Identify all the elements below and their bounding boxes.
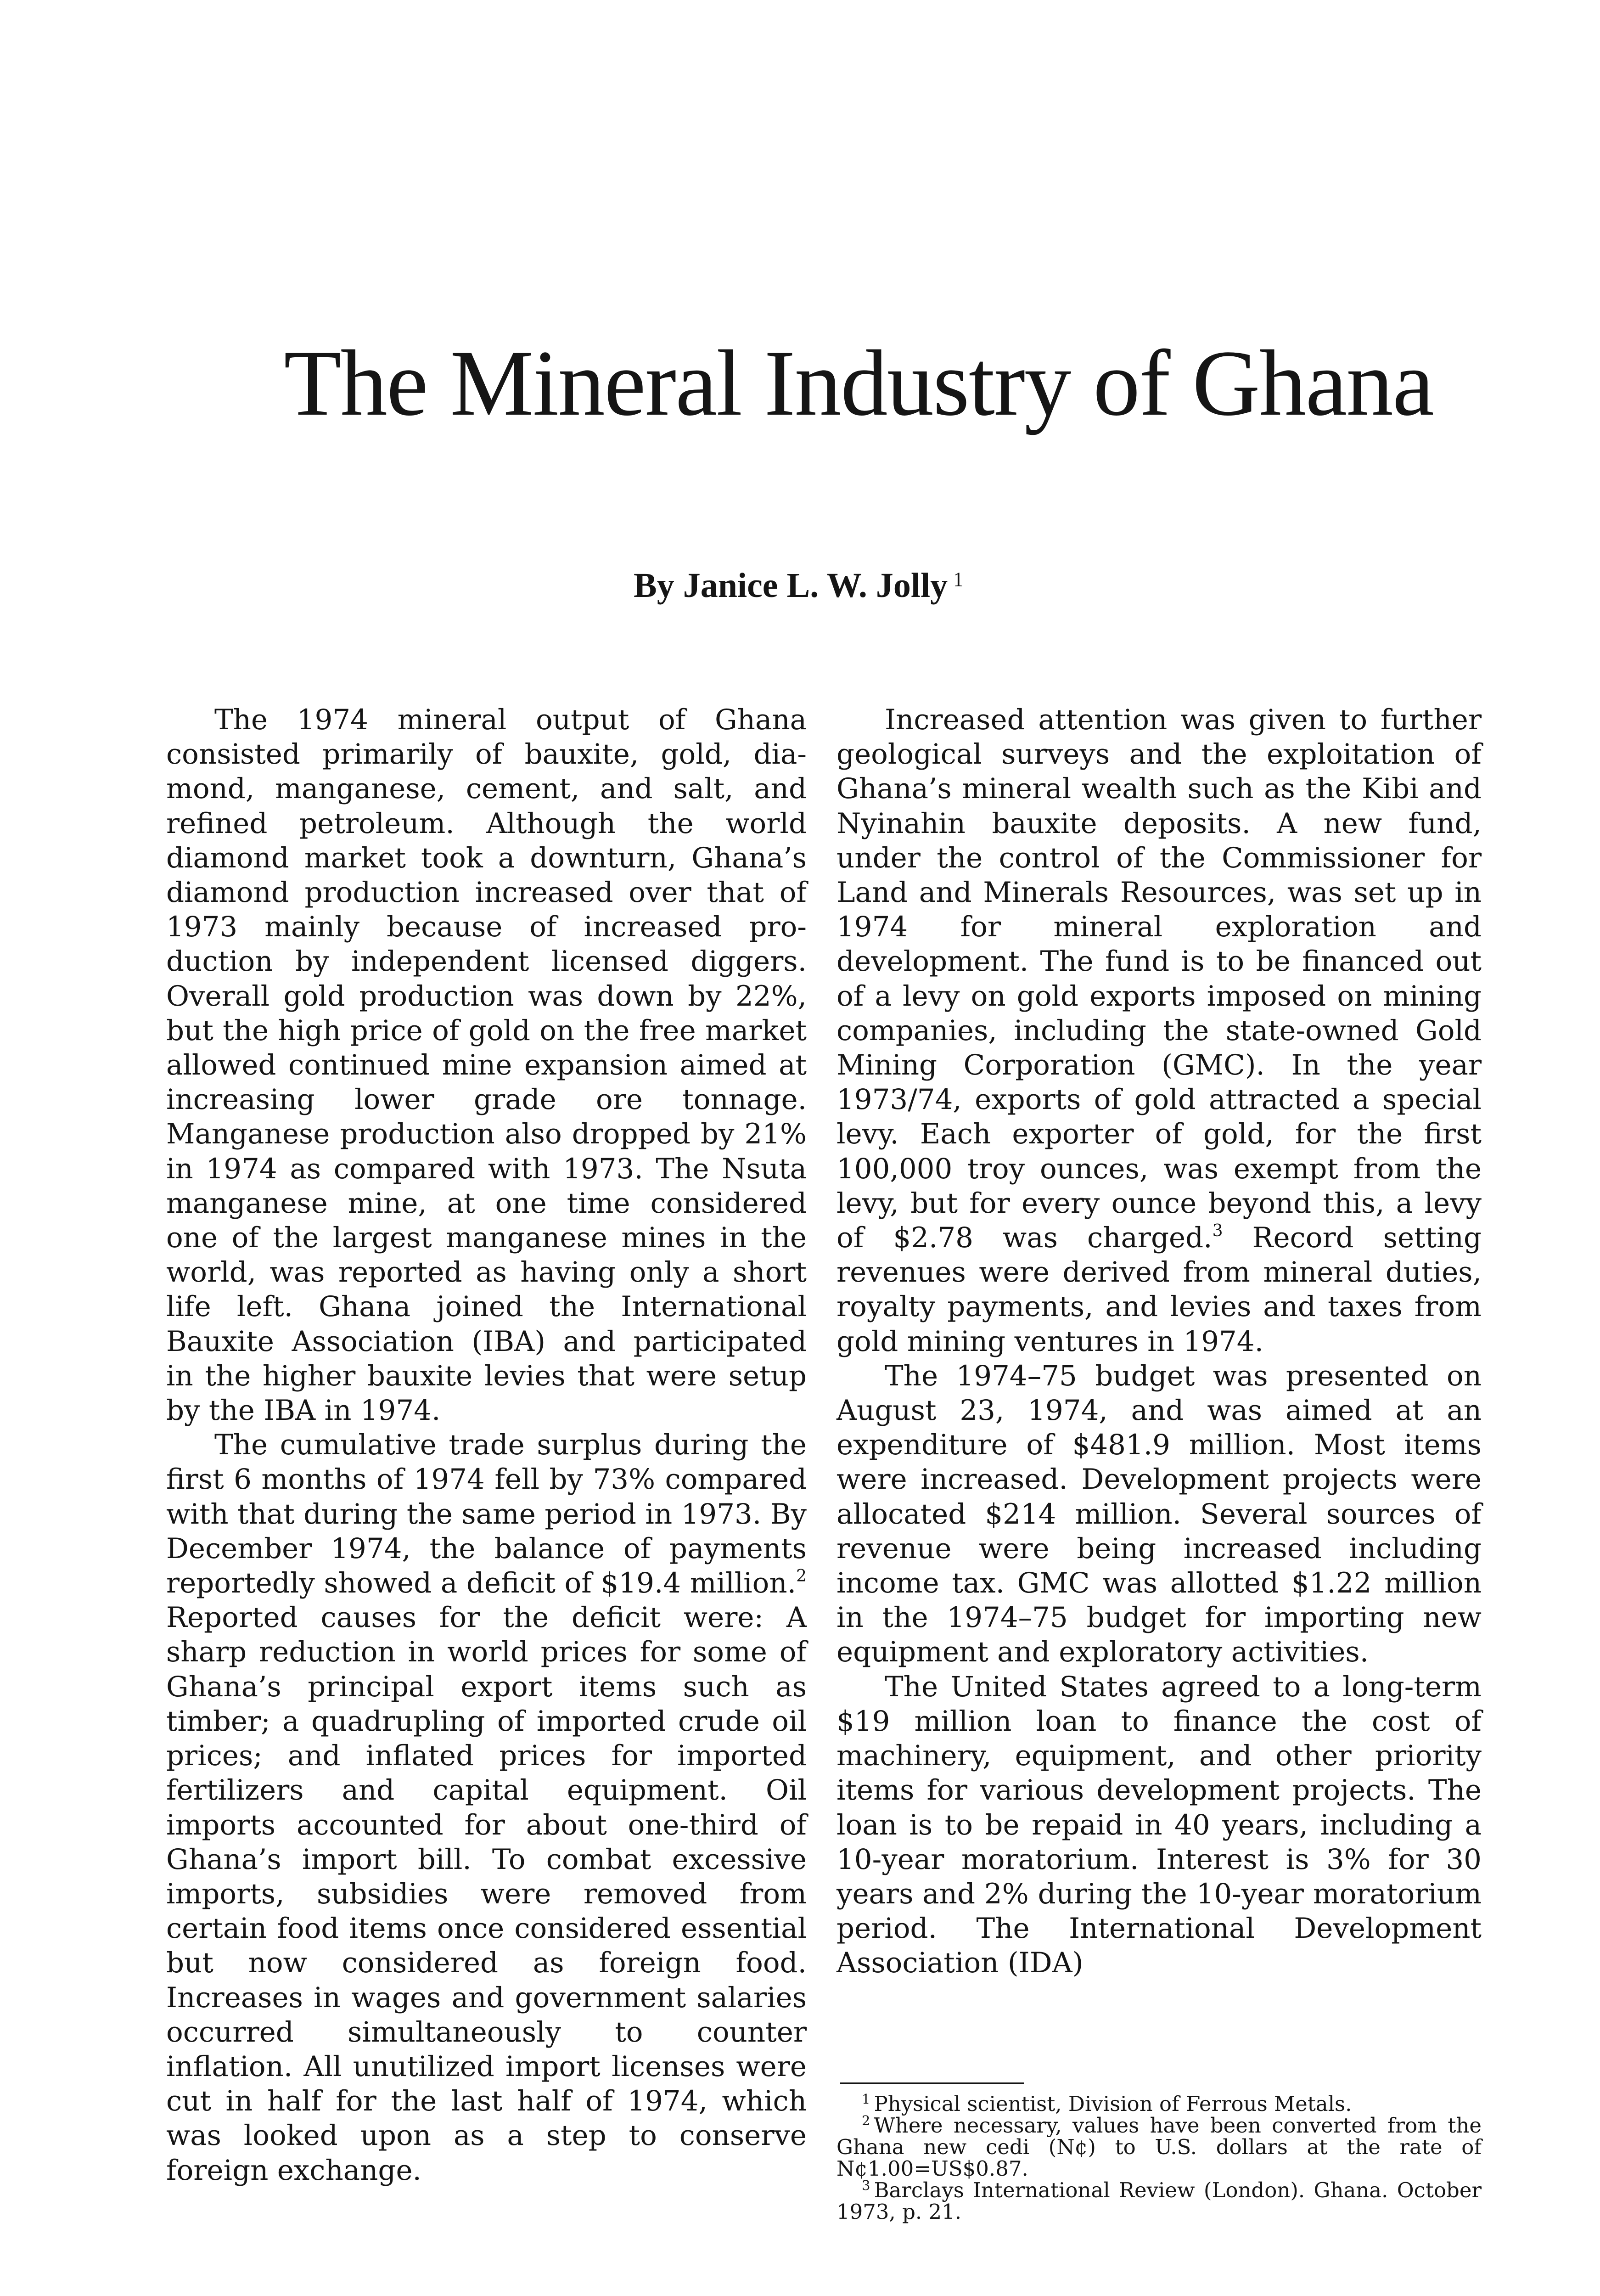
left-paragraph-2 (166, 1428, 807, 2187)
revenue-text: Record setting revenues were derived from mineral duties, royalty payments, and levies and taxes from gold mining ventures in 1974. (836, 1221, 1482, 1358)
right-paragraph-2: The 1974–75 budget was presented on August 23, 1974, and was aimed at an expenditure of $481.9 million. Most items were increased. Development projects were allocated $214 million. Several sources of revenue were being increased including income tax. GMC was allotted $1.22 million in the 1974–75 budget for importing new equipment and exploratory activities. (836, 1359, 1482, 1669)
article-title: The Mineral Industry of Ghana (284, 331, 1433, 435)
trade-deficit-text: The cumulative trade surplus during the first 6 months of 1974 fell by 73% compared with that during the same period in 1973. By December 1974, the balance of payments reportedly showed a deficit of $19.4 million. (166, 1429, 807, 1600)
footnote-divider (840, 2082, 1024, 2084)
footnote-2-marker: 2 (862, 2113, 870, 2128)
right-paragraph-3: The United States agreed to a long-term $19 million loan to finance the cost of machinery, equipment, and other priority items for various development projects. The loan is to be repaid in 40 years, including a 10-year moratorium. Interest is 3% for 30 years and 2% during the 10-year moratorium period. The International Development Association (IDA) (836, 1670, 1482, 1980)
footnote-3-marker: 3 (862, 2178, 870, 2193)
footnote-2 (836, 2115, 1482, 2179)
footnotes (836, 2093, 1482, 2223)
right-text-column (836, 703, 1482, 1981)
footnote-reference-3: 3 (1212, 1221, 1223, 1241)
mineral-fund-text: Increased attention was given to further geological surveys and the exploitation of Ghana’s mineral wealth such as the Kibi and Nyinahin bauxite deposits. A new fund, under the control of the Commissioner for Land and Minerals Resources, was set up in 1974 for mineral exploration and development. The fund is to be financed out of a levy on gold exports imposed on mining companies, including the state-owned Gold Mining Corporation (GMC). In the year 1973/74, exports of gold attracted a special levy. Each exporter of gold, for the first 100,000 troy ounces, was exempt from the levy, but for every ounce beyond this, a levy of $2.78 was charged. (836, 703, 1482, 1255)
footnote-1 (836, 2093, 1482, 2115)
footnote-2-text: Where necessary, values have been converted from the Ghana new cedi (N¢) to U.S. dollars at the rate of N¢1.00=US$0.87. (836, 2113, 1482, 2181)
left-text-column (166, 703, 807, 2188)
footnote-1-marker: 1 (862, 2091, 870, 2107)
deficit-causes-text: Reported causes for the deficit were: A sharp reduction in world prices for some of Ghana’s principal export items such as timber; a quadrupling of imported crude oil prices; and inflated prices for imported fertilizers and capital equipment. Oil imports accounted for about one-third of Ghana’s import bill. To combat excessive imports, subsidies were removed from certain food items once considered essential but now considered as foreign food. Increases in wages and government salaries occurred simultaneously to counter inflation. All unutilized import licenses were cut in half for the last half of 1974, which was looked upon as a step to conserve foreign exchange. (166, 1601, 807, 2187)
author-name: By Janice L. W. Jolly (634, 566, 948, 605)
author-byline (634, 560, 1322, 611)
footnote-1-text: Physical scientist, Division of Ferrous Metals. (874, 2092, 1352, 2116)
footnote-3-text: Barclays International Review (London). Ghana. October 1973, p. 21. (836, 2178, 1482, 2224)
right-paragraph-1 (836, 703, 1482, 1359)
footnote-reference-2: 2 (796, 1567, 807, 1586)
left-paragraph-1: The 1974 mineral output of Ghana consisted primarily of bauxite, gold, diamond, manganese, cement, and salt, and refined petroleum. Although the world diamond market took a downturn, Ghana’s diamond production increased over that of 1973 mainly because of increased production by independent licensed diggers. Overall gold production was down by 22%, but the high price of gold on the free market allowed continued mine expansion aimed at increasing lower grade ore tonnage. Manganese production also dropped by 21% in 1974 as compared with 1973. The Nsuta manganese mine, at one time considered one of the largest manganese mines in the world, was reported as having only a short life left. Ghana joined the International Bauxite Association (IBA) and participated in the higher bauxite levies that were setup by the IBA in 1974. (166, 703, 807, 1427)
author-footnote-marker: 1 (953, 568, 964, 591)
footnote-3 (836, 2179, 1482, 2223)
